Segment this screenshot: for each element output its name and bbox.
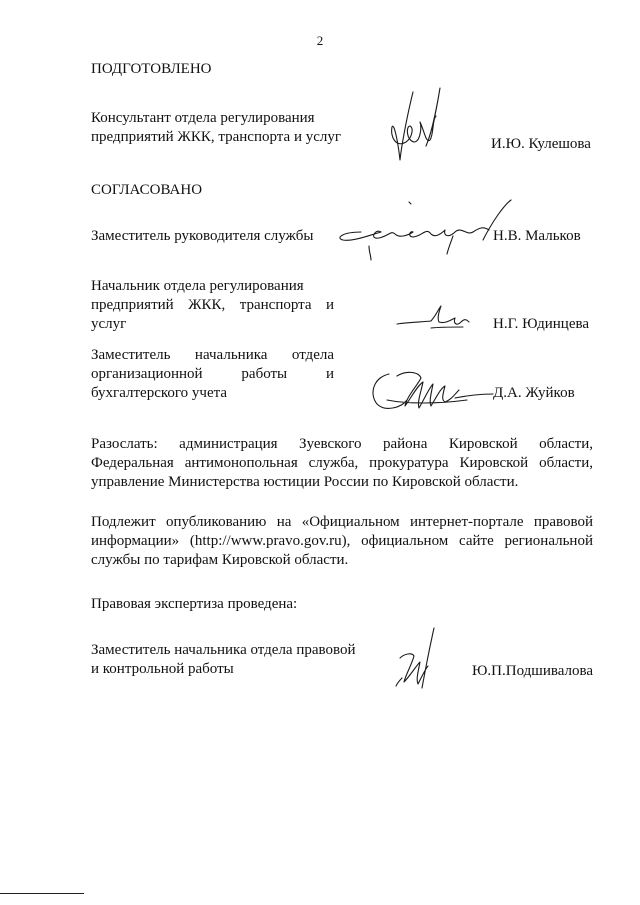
legal-review-position-line-2: и контрольной работы	[91, 661, 234, 677]
prepared-heading: ПОДГОТОВЛЕНО	[91, 61, 212, 77]
signer-3-position-line-3: бухгалтерского учета	[91, 385, 228, 401]
publication-line-2: информации» (http://www.pravo.gov.ru), официальном сайте региональной	[91, 533, 593, 549]
prepared-signer-name: И.Ю. Кулешова	[491, 136, 591, 152]
distribution-line-3: управление Министерства юстиции России по Кировской области.	[91, 474, 519, 490]
signature-malkov	[333, 190, 518, 268]
signer-3-position-line-1: Заместитель начальника отдела	[91, 347, 334, 363]
prepared-position-line-2: предприятий ЖКК, транспорта и услуг	[91, 129, 342, 145]
signature-podshivalova	[390, 622, 445, 694]
agreed-heading: СОГЛАСОВАНО	[91, 182, 203, 198]
signer-2-position-line-2: предприятий ЖКК, транспорта и	[91, 297, 334, 313]
signature-zhuykov	[367, 360, 502, 415]
signer-3-position-line-2: организационной работы и	[91, 366, 334, 382]
signature-yudintseva	[395, 302, 475, 334]
distribution-line-2: Федеральная антимонопольная служба, прокуратура Кировской области,	[91, 455, 593, 471]
signature-kuleshova	[380, 82, 450, 172]
legal-review-statement: Правовая экспертиза проведена:	[91, 596, 298, 612]
signer-1-position: Заместитель руководителя службы	[91, 228, 314, 244]
signer-3-name: Д.А. Жуйков	[493, 385, 575, 401]
signer-1-name: Н.В. Мальков	[493, 228, 581, 244]
signer-2-position-line-3: услуг	[91, 316, 127, 332]
legal-review-position-line-1: Заместитель начальника отдела правовой	[91, 642, 356, 658]
distribution-line-1: Разослать: администрация Зуевского района Кировской области,	[91, 436, 593, 452]
publication-line-3: службы по тарифам Кировской области.	[91, 552, 349, 568]
signer-2-position-line-1: Начальник отдела регулирования	[91, 278, 304, 294]
signer-2-name: Н.Г. Юдинцева	[493, 316, 590, 332]
footnote-separator	[0, 893, 84, 894]
legal-review-signer-name: Ю.П.Подшивалова	[472, 663, 594, 679]
publication-line-1: Подлежит опубликованию на «Официальном интернет-портале правовой	[91, 514, 593, 530]
prepared-position-line-1: Консультант отдела регулирования	[91, 110, 315, 126]
page-number: 2	[316, 33, 324, 48]
